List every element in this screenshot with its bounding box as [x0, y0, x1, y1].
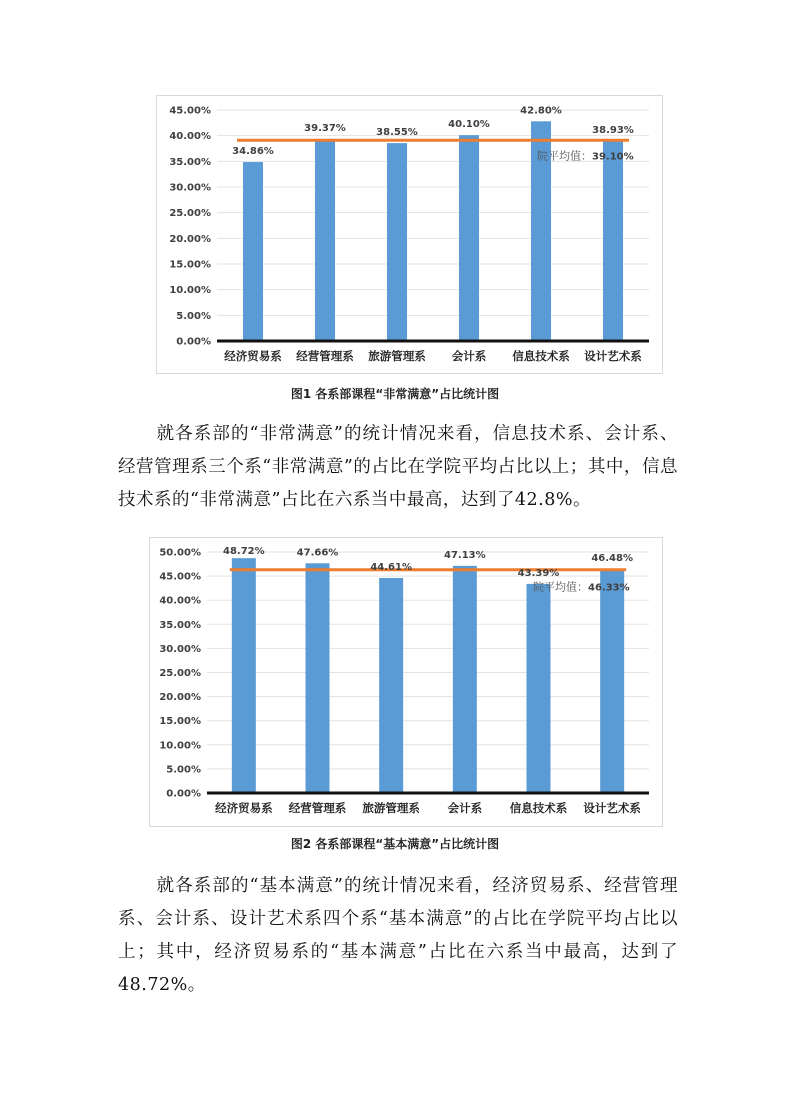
x-category-label: 旅游管理系 [362, 801, 420, 815]
data-label: 38.55% [376, 127, 418, 139]
y-tick-label: 0.00% [176, 336, 211, 348]
x-category-label: 信息技术系 [509, 801, 568, 815]
average-value: 46.33% [588, 582, 630, 594]
bar-设计艺术系 [600, 569, 624, 793]
y-tick-label: 50.00% [159, 547, 201, 559]
data-label: 42.80% [520, 105, 562, 117]
x-category-label: 经济贸易系 [215, 801, 273, 815]
average-value: 39.10% [592, 151, 634, 163]
bar-会计系 [453, 566, 477, 793]
y-tick-label: 45.00% [159, 571, 201, 583]
y-tick-label: 35.00% [159, 619, 201, 631]
x-category-label: 信息技术系 [512, 349, 570, 363]
y-tick-label: 10.00% [159, 740, 201, 752]
data-label: 34.86% [232, 146, 274, 158]
x-category-label: 经营管理系 [288, 801, 347, 815]
x-category-label: 旅游管理系 [368, 349, 426, 363]
bar-经营管理系 [306, 563, 330, 793]
data-label: 44.61% [370, 561, 412, 573]
data-label: 46.48% [591, 552, 633, 564]
y-tick-label: 40.00% [169, 131, 211, 143]
data-label: 48.72% [223, 546, 265, 557]
x-category-label: 会计系 [447, 801, 483, 815]
figure-2-caption: 图2 各系部课程“基本满意”占比统计图 [290, 837, 500, 851]
bar-信息技术系 [527, 584, 551, 793]
bar-旅游管理系 [379, 578, 403, 793]
paragraph-2-text: 就各系部的“基本满意”的统计情况来看，经济贸易系、经营管理系、会计系、设计艺术系四个系“基本满意”的占比在学院平均占比以上；其中，经济贸易系的“基本满意”占比在六系当中最高，达到了48.72%。 [118, 876, 678, 995]
average-label: 院平均值：46.33% [533, 580, 630, 594]
data-label: 43.39% [517, 567, 560, 579]
y-tick-label: 20.00% [169, 233, 211, 245]
chart-2-container [149, 537, 663, 827]
y-tick-label: 15.00% [159, 716, 201, 728]
chart-1 [157, 96, 662, 373]
y-tick-label: 15.00% [169, 259, 211, 271]
paragraph-2 [118, 870, 678, 1002]
x-category-label: 设计艺术系 [583, 801, 641, 815]
y-tick-label: 25.00% [159, 668, 201, 679]
data-label: 40.10% [448, 119, 490, 131]
x-category-label: 设计艺术系 [584, 349, 642, 363]
y-tick-label: 40.00% [159, 595, 201, 607]
data-label: 39.37% [304, 122, 346, 134]
bar-经营管理系 [315, 139, 335, 341]
chart-2 [150, 538, 662, 826]
x-category-label: 会计系 [451, 349, 487, 363]
y-tick-label: 30.00% [159, 643, 201, 655]
bar-旅游管理系 [387, 143, 407, 341]
y-tick-label: 35.00% [169, 156, 211, 168]
bar-会计系 [459, 135, 479, 341]
y-tick-label: 45.00% [169, 105, 211, 117]
paragraph-1-text: 就各系部的“非常满意”的统计情况来看，信息技术系、会计系、经营管理系三个系“非常满意”的占比在学院平均占比以上；其中，信息技术系的“非常满意”占比在六系当中最高，达到了42.8%。 [118, 424, 678, 510]
data-label: 47.66% [296, 547, 339, 559]
y-tick-label: 0.00% [166, 788, 201, 800]
average-label: 院平均值：39.10% [537, 149, 634, 163]
x-category-label: 经营管理系 [296, 349, 354, 363]
y-tick-label: 25.00% [169, 208, 211, 220]
paragraph-1 [118, 418, 678, 517]
bar-设计艺术系 [603, 141, 623, 341]
x-category-label: 经济贸易系 [224, 349, 282, 363]
y-tick-label: 20.00% [159, 692, 201, 704]
data-label: 47.13% [444, 549, 486, 561]
bar-经济贸易系 [243, 162, 263, 341]
data-label: 38.93% [592, 125, 634, 137]
figure-1-caption: 图1 各系部课程“非常满意”占比统计图 [290, 387, 500, 401]
bar-经济贸易系 [232, 558, 256, 793]
y-tick-label: 5.00% [176, 310, 211, 322]
chart-1-container [156, 95, 663, 374]
y-tick-label: 10.00% [169, 285, 211, 297]
y-tick-label: 5.00% [166, 764, 201, 776]
y-tick-label: 30.00% [169, 182, 211, 194]
